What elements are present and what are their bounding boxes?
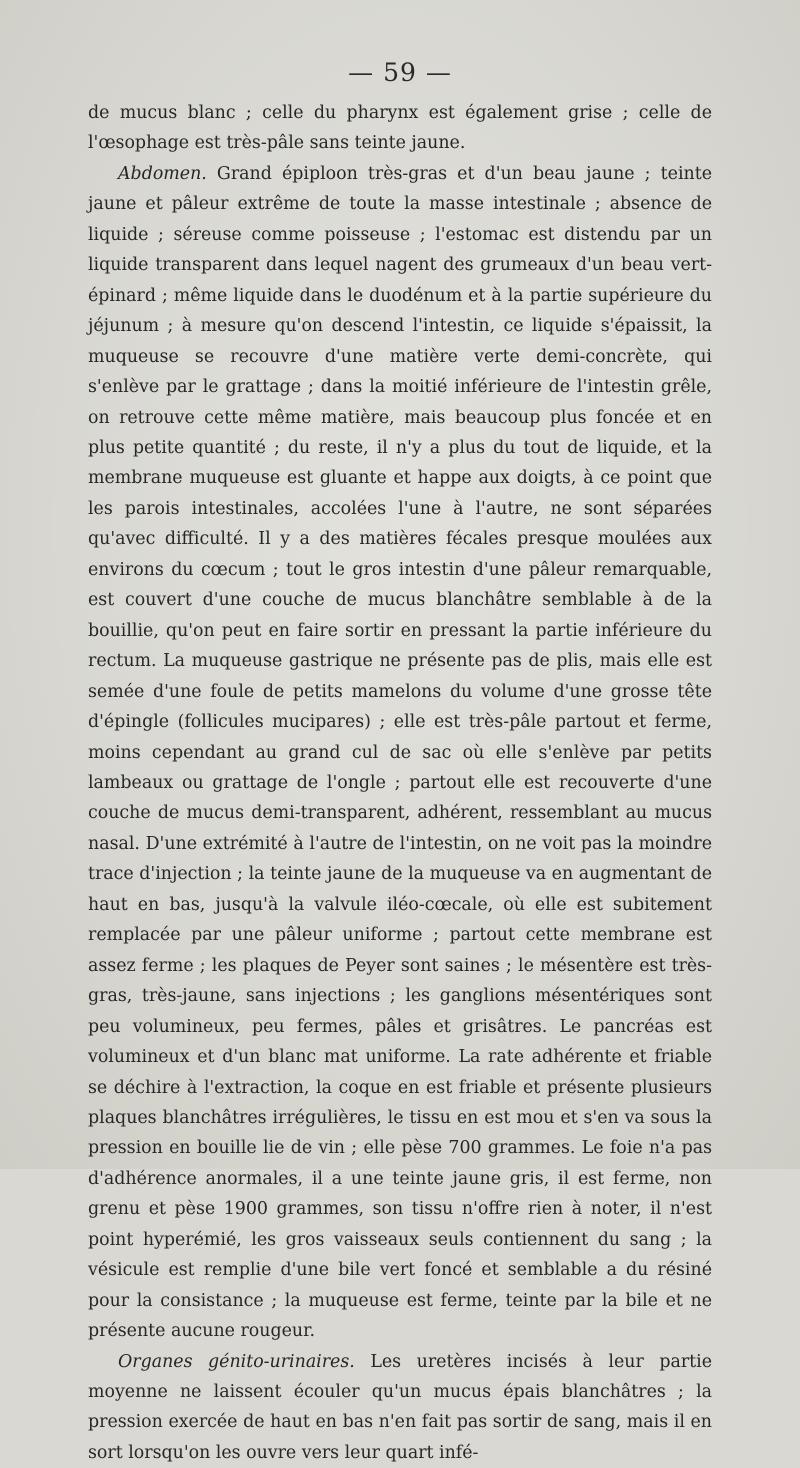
paragraph-continuation — [88, 98, 712, 159]
paragraph-text: de mucus blanc ; celle du pharynx est également grise ; celle de l'œsophage est très-pâle sans teinte jaune. — [88, 103, 712, 154]
paragraph-text: Grand épiploon très-gras et d'un beau jaune ; teinte jaune et pâleur extrême de toute la masse intestinale ; absence de liquide ; séreuse comme poisseuse ; l'estomac est distendu par un liquide transparent dans lequel nagent des grumeaux d'un beau vert-épinard ; même liquide dans le duodénum et à la partie supérieure du jéjunum ; à mesure qu'on descend l'intestin, ce liquide s'épaissit, la muqueuse se recouvre d'une matière verte demi-concrète, qui s'enlève par le grattage ; dans la moitié inférieure de l'intestin grêle, on retrouve cette même matière, mais beaucoup plus foncée et en plus petite quantité ; du reste, il n'y a plus du tout de liquide, et la membrane muqueuse est gluante et happe aux doigts, à ce point que les parois intestinales, accolées l'une à l'autre, ne sont séparées qu'avec difficulté. Il y a des matières fécales presque moulées aux environs du cœcum ; tout le gros intestin d'une pâleur remarquable, est couvert d'une couche de mucus blanchâtre semblable à de la bouillie, qu'on peut en faire sortir en pressant la partie inférieure du rectum. La muqueuse gastrique ne présente pas de plis, mais elle est semée d'une foule de petits mamelons du volume d'une grosse tête d'épingle (follicules mucipares) ; elle est très-pâle partout et ferme, moins cependant au grand cul de sac où elle s'enlève par petits lambeaux ou grattage de l'ongle ; partout elle est recouverte d'une couche de mucus demi-transparent, adhérent, ressemblant au mucus nasal. D'une extrémité à l'autre de l'intestin, on ne voit pas la moindre trace d'injection ; la teinte jaune de la muqueuse va en augmentant de haut en bas, jusqu'à la valvule iléo-cœcale, où elle est subitement remplacée par une pâleur uniforme ; partout cette membrane est assez ferme ; les plaques de Peyer sont saines ; le mésentère est très-gras, très-jaune, sans injections ; les ganglions mésentériques sont peu volumineux, peu fermes, pâles et grisâtres. Le pancréas est volumineux et d'un blanc mat uniforme. La rate adhérente et friable se déchire à l'extraction, la coque en est friable et présente plusieurs plaques blanchâtres irrégulières, le tissu en est mou et s'en va sous la pression en bouille lie de vin ; elle pèse 700 grammes. Le foie n'a pas d'adhérence anormales, il a une teinte jaune gris, il est ferme, non grenu et pèse 1900 grammes, son tissu n'offre rien à noter, il n'est point hyperémié, les gros vaisseaux seuls contiennent du sang ; la vésicule est remplie d'une bile vert foncé et semblable a du résiné pour la consistance ; la muqueuse est ferme, teinte par la bile et ne présente aucune rougeur. — [88, 163, 712, 1342]
body-text — [88, 98, 712, 1468]
paragraph-text: Les uretères incisés à leur partie moyenne ne laissent écouler qu'un mucus épais blanchâtres ; la pression exercée de haut en bas n'en fait pas sortir de sang, mais il en sort lorsqu'on les ouvre vers leur quart infé- — [88, 1351, 712, 1463]
section-heading: Abdomen. — [118, 163, 207, 184]
paragraph-abdomen — [88, 159, 712, 1347]
page-number: — 59 — — [348, 58, 452, 87]
section-heading: Organes génito-urinaires. — [118, 1351, 355, 1372]
paragraph-genito-urinary — [88, 1347, 712, 1468]
